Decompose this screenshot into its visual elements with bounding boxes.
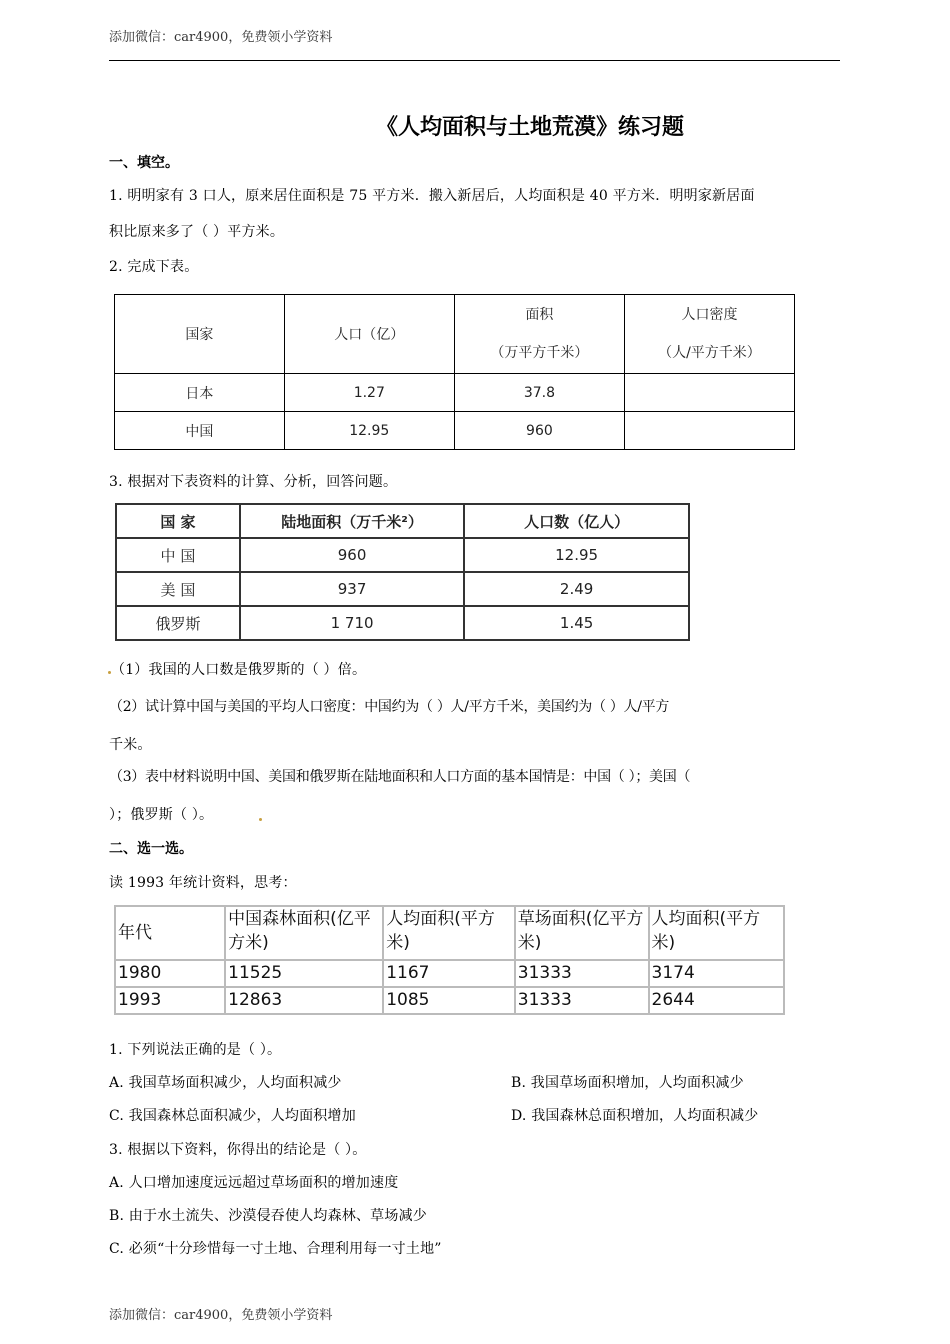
- table-header-cell: 年代: [115, 906, 225, 960]
- s2-q3-option-a: A. 人口增加速度远远超过草场面积的增加速度: [109, 1175, 399, 1191]
- table-cell: 1980: [115, 960, 225, 987]
- s1-q1-line2: 积比原来多了（ ）平方米。: [109, 224, 285, 240]
- header-area-line1: 面积: [525, 307, 554, 323]
- table-cell-blank: [624, 374, 794, 412]
- table-header-cell: 人口数（亿人）: [464, 504, 689, 538]
- table-header-cell: 国 家: [116, 504, 240, 538]
- table-row: [116, 572, 689, 606]
- table-cell: 2644: [649, 987, 784, 1014]
- table-header-cell: [454, 295, 624, 374]
- s2-q1-option-b: B. 我国草场面积增加，人均面积减少: [511, 1075, 744, 1091]
- s1-sub1: （1）我国的人口数是俄罗斯的（ ）倍。: [111, 662, 367, 678]
- table-cell: 37.8: [454, 374, 624, 412]
- s2-q1-option-c: C. 我国森林总面积减少，人均面积增加: [109, 1108, 356, 1124]
- table-cell-blank: [624, 412, 794, 450]
- table-cell: 美 国: [116, 572, 240, 606]
- table-header-cell: 陆地面积（万千米²）: [240, 504, 464, 538]
- section2-heading: 二、选一选。: [109, 841, 193, 857]
- table-cell: 960: [454, 412, 624, 450]
- table-cell: 12.95: [464, 538, 689, 572]
- table-row: [115, 374, 795, 412]
- header-text: 添加微信：car4900，免费领小学资料: [109, 30, 333, 45]
- table-cell: 1085: [383, 987, 515, 1014]
- table-cell: 31333: [515, 960, 649, 987]
- page-title: 《人均面积与土地荒漠》练习题: [376, 115, 685, 140]
- table-cell: 1993: [115, 987, 225, 1014]
- table-cell: 31333: [515, 987, 649, 1014]
- header-density-line2: （人/平方千米）: [658, 345, 761, 361]
- s2-intro: 读 1993 年统计资料，思考：: [109, 875, 297, 891]
- table-row: [116, 538, 689, 572]
- table-header-cell: 人均面积(平方米): [383, 906, 515, 960]
- table-cell: 中 国: [116, 538, 240, 572]
- table-header-cell: 国家: [115, 295, 285, 374]
- table-forest-grassland: [114, 905, 785, 1015]
- header-area-line2: （万平方千米）: [490, 345, 589, 361]
- table-cell: 中国: [115, 412, 285, 450]
- table-population-density: [114, 294, 795, 450]
- header-rule: [109, 60, 840, 61]
- s1-q1-line1: 1. 明明家有 3 口人，原来居住面积是 75 平方米．搬入新居后，人均面积是 40 平方米．明明家新居面: [109, 188, 755, 204]
- s1-sub3-line2: ）；俄罗斯（ ）。: [109, 807, 214, 823]
- table-cell: 960: [240, 538, 464, 572]
- section1-heading: 一、填空。: [109, 155, 179, 171]
- table-row: [115, 906, 784, 960]
- table-header-cell: 人均面积(平方米): [649, 906, 784, 960]
- table-cell: 日本: [115, 374, 285, 412]
- table-header-cell: [624, 295, 794, 374]
- s1-sub3-line1: （3）表中材料说明中国、美国和俄罗斯在陆地面积和人口方面的基本国情是：中国（ ）；美国（: [109, 769, 691, 785]
- s2-q1-option-a: A. 我国草场面积减少，人均面积减少: [109, 1075, 342, 1091]
- stray-mark: [259, 818, 262, 821]
- table-cell: 1.45: [464, 606, 689, 640]
- table-cell: 3174: [649, 960, 784, 987]
- table-cell: 俄罗斯: [116, 606, 240, 640]
- table-cell: 1 710: [240, 606, 464, 640]
- s2-q1-option-d: D. 我国森林总面积增加，人均面积减少: [511, 1108, 759, 1124]
- table-row: [115, 960, 784, 987]
- table-cell: 1.27: [284, 374, 454, 412]
- table-cell: 11525: [225, 960, 383, 987]
- s2-q3: 3. 根据以下资料，你得出的结论是（ ）。: [109, 1142, 367, 1158]
- footer-text: 添加微信：car4900，免费领小学资料: [109, 1308, 333, 1323]
- table-cell: 12.95: [284, 412, 454, 450]
- s2-q3-option-b: B. 由于水土流失、沙漠侵吞使人均森林、草场减少: [109, 1208, 427, 1224]
- table-row: [115, 987, 784, 1014]
- s1-sub2-line2: 千米。: [109, 737, 152, 753]
- table-header-cell: 草场面积(亿平方米): [515, 906, 649, 960]
- table-header-cell: 中国森林面积(亿平方米): [225, 906, 383, 960]
- table-cell: 1167: [383, 960, 515, 987]
- s2-q1: 1. 下列说法正确的是（ ）。: [109, 1042, 282, 1058]
- s1-sub2-line1: （2）试计算中国与美国的平均人口密度：中国约为（ ）人/平方千米，美国约为（ ）人/平方: [109, 699, 670, 715]
- table-row: [115, 295, 795, 374]
- table-header-cell: 人口（亿）: [284, 295, 454, 374]
- table-cell: 937: [240, 572, 464, 606]
- table-cell: 12863: [225, 987, 383, 1014]
- table-row: [115, 412, 795, 450]
- s1-q3: 3. 根据对下表资料的计算、分析，回答问题。: [109, 474, 398, 490]
- table-row: [116, 606, 689, 640]
- s2-q3-option-c: C. 必须“十分珍惜每一寸土地、合理利用每一寸土地”: [109, 1241, 442, 1257]
- header-density-line1: 人口密度: [681, 307, 738, 323]
- table-cell: 2.49: [464, 572, 689, 606]
- table-land-population: [115, 503, 690, 641]
- table-row: [116, 504, 689, 538]
- s1-q2: 2. 完成下表。: [109, 259, 199, 275]
